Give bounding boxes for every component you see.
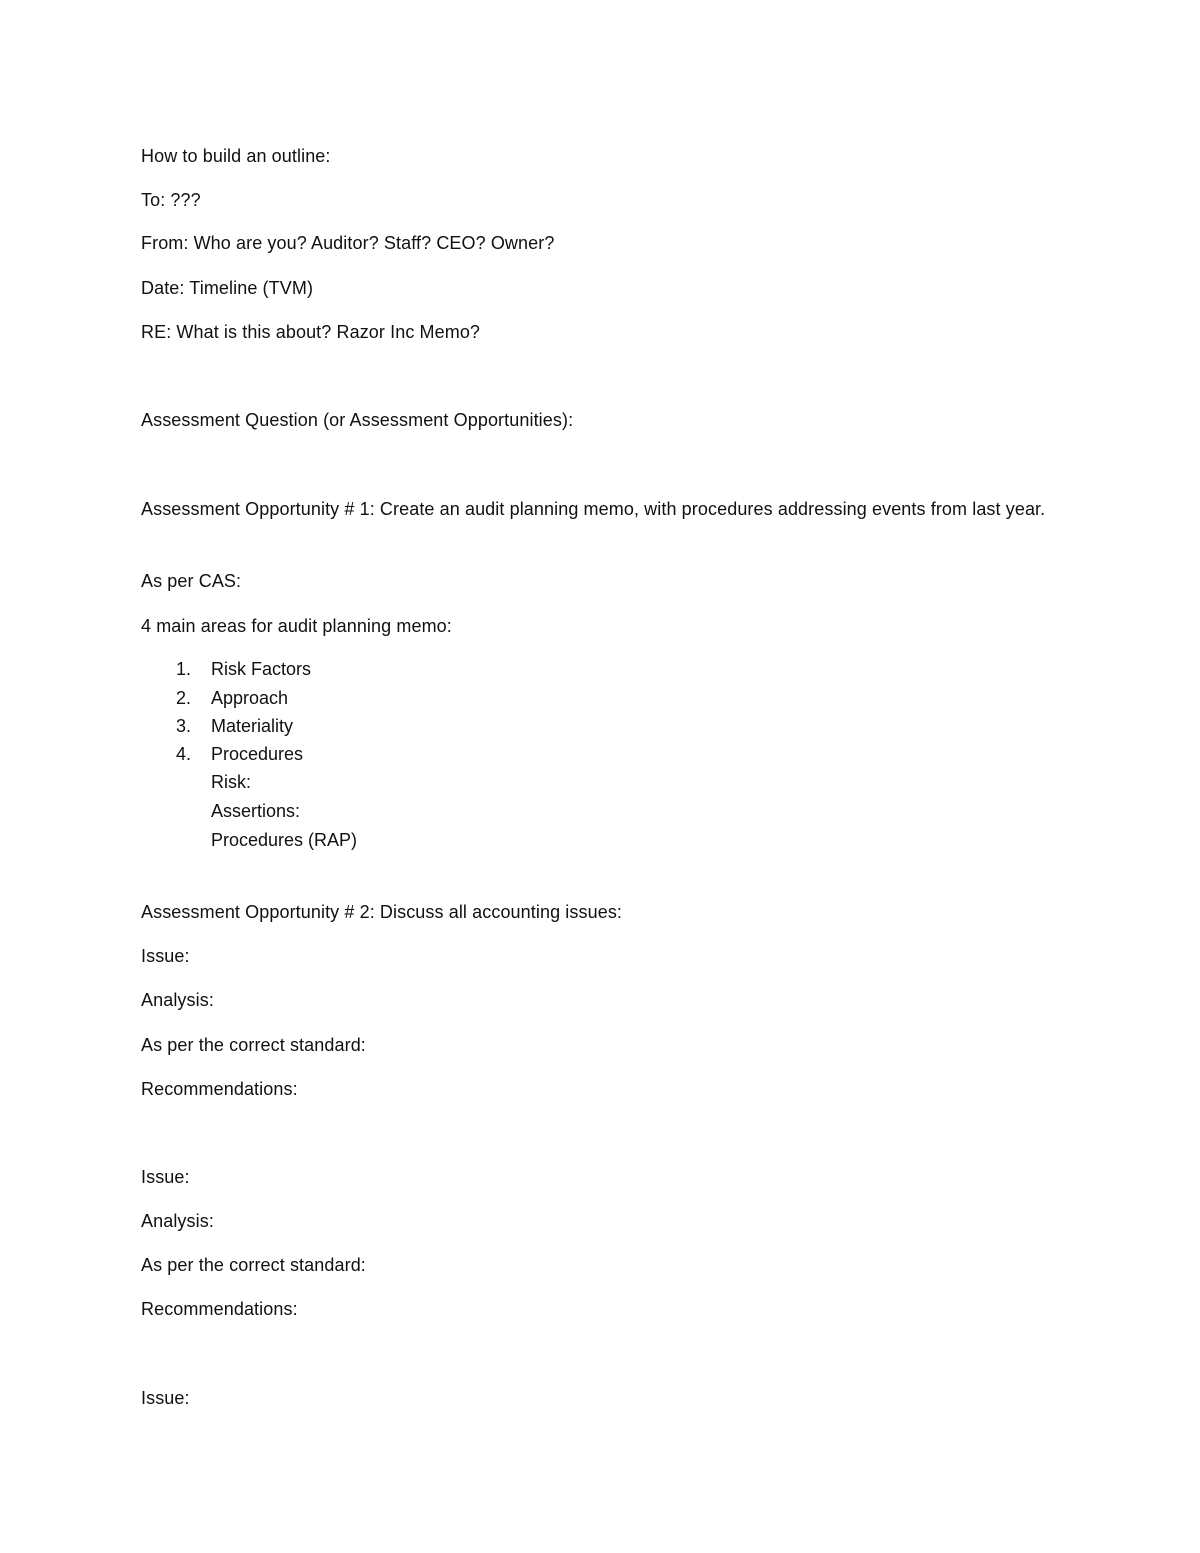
sub-item-risk: Risk: bbox=[211, 772, 251, 792]
as-per-cas: As per CAS: bbox=[141, 571, 242, 591]
opportunity-1-heading: Assessment Opportunity # 1: Create an audit planning memo, with procedures addressing events from last year. bbox=[141, 499, 1046, 519]
standard-label: As per the correct standard: bbox=[141, 1255, 366, 1275]
recommendations-label: Recommendations: bbox=[141, 1299, 298, 1319]
memo-re: RE: What is this about? Razor Inc Memo? bbox=[141, 322, 481, 342]
list-item: Approach bbox=[211, 688, 289, 708]
sub-item-assertions: Assertions: bbox=[211, 801, 301, 821]
sub-item-procedures-rap: Procedures (RAP) bbox=[211, 830, 358, 850]
outline-title: How to build an outline: bbox=[141, 146, 331, 166]
list-item: Materiality bbox=[211, 716, 294, 736]
memo-date: Date: Timeline (TVM) bbox=[141, 278, 314, 298]
list-item: Procedures bbox=[211, 744, 304, 764]
opportunity-2-heading: Assessment Opportunity # 2: Discuss all accounting issues: bbox=[141, 902, 623, 922]
recommendations-label: Recommendations: bbox=[141, 1079, 298, 1099]
memo-to: To: ??? bbox=[141, 190, 201, 210]
list-item-number: 3. bbox=[176, 716, 192, 736]
issue-label: Issue: bbox=[141, 1167, 190, 1187]
standard-label: As per the correct standard: bbox=[141, 1035, 366, 1055]
memo-from: From: Who are you? Auditor? Staff? CEO? Owner? bbox=[141, 233, 555, 253]
list-item: Risk Factors bbox=[211, 659, 312, 679]
list-item-number: 1. bbox=[176, 659, 192, 679]
areas-intro: 4 main areas for audit planning memo: bbox=[141, 616, 452, 636]
analysis-label: Analysis: bbox=[141, 990, 214, 1010]
analysis-label: Analysis: bbox=[141, 1211, 214, 1231]
assessment-question-heading: Assessment Question (or Assessment Opportunities): bbox=[141, 410, 574, 430]
list-item-number: 2. bbox=[176, 688, 192, 708]
issue-label: Issue: bbox=[141, 946, 190, 966]
list-item-number: 4. bbox=[176, 744, 192, 764]
issue-label: Issue: bbox=[141, 1388, 190, 1408]
